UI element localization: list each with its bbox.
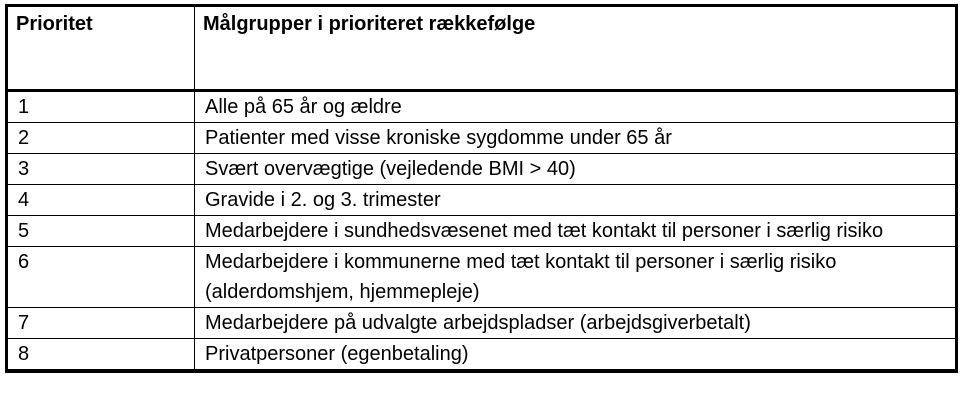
table-row: [7, 123, 957, 154]
table-row: [7, 185, 957, 216]
priority-cell: 3: [7, 154, 195, 185]
table-row: [7, 91, 957, 123]
priority-cell: 5: [7, 216, 195, 247]
priority-cell: 2: [7, 123, 195, 154]
target-group-cell: Medarbejdere i kommunerne med tæt kontakt til personer i særlig risiko (alderdomshjem, hjemmepleje): [195, 247, 957, 308]
priority-cell: 8: [7, 339, 195, 372]
target-group-cell: Medarbejdere på udvalgte arbejdspladser (arbejdsgiverbetalt): [195, 308, 957, 339]
header-priority: Prioritet: [7, 6, 195, 91]
priority-table-container: [5, 4, 955, 373]
target-group-cell: Patienter med visse kroniske sygdomme under 65 år: [195, 123, 957, 154]
target-group-cell: Medarbejdere i sundhedsvæsenet med tæt kontakt til personer i særlig risiko: [195, 216, 957, 247]
priority-cell: 7: [7, 308, 195, 339]
table-row: [7, 154, 957, 185]
header-row: [7, 6, 957, 91]
priority-cell: 6: [7, 247, 195, 308]
priority-cell: 1: [7, 91, 195, 123]
target-group-cell: Alle på 65 år og ældre: [195, 91, 957, 123]
target-group-cell: Gravide i 2. og 3. trimester: [195, 185, 957, 216]
table-row: [7, 339, 957, 372]
table-row: [7, 247, 957, 308]
priority-table: [5, 4, 958, 373]
target-group-cell: Svært overvægtige (vejledende BMI > 40): [195, 154, 957, 185]
header-target-groups: Målgrupper i prioriteret rækkefølge: [195, 6, 957, 91]
target-group-cell: Privatpersoner (egenbetaling): [195, 339, 957, 372]
table-row: [7, 216, 957, 247]
table-row: [7, 308, 957, 339]
priority-cell: 4: [7, 185, 195, 216]
